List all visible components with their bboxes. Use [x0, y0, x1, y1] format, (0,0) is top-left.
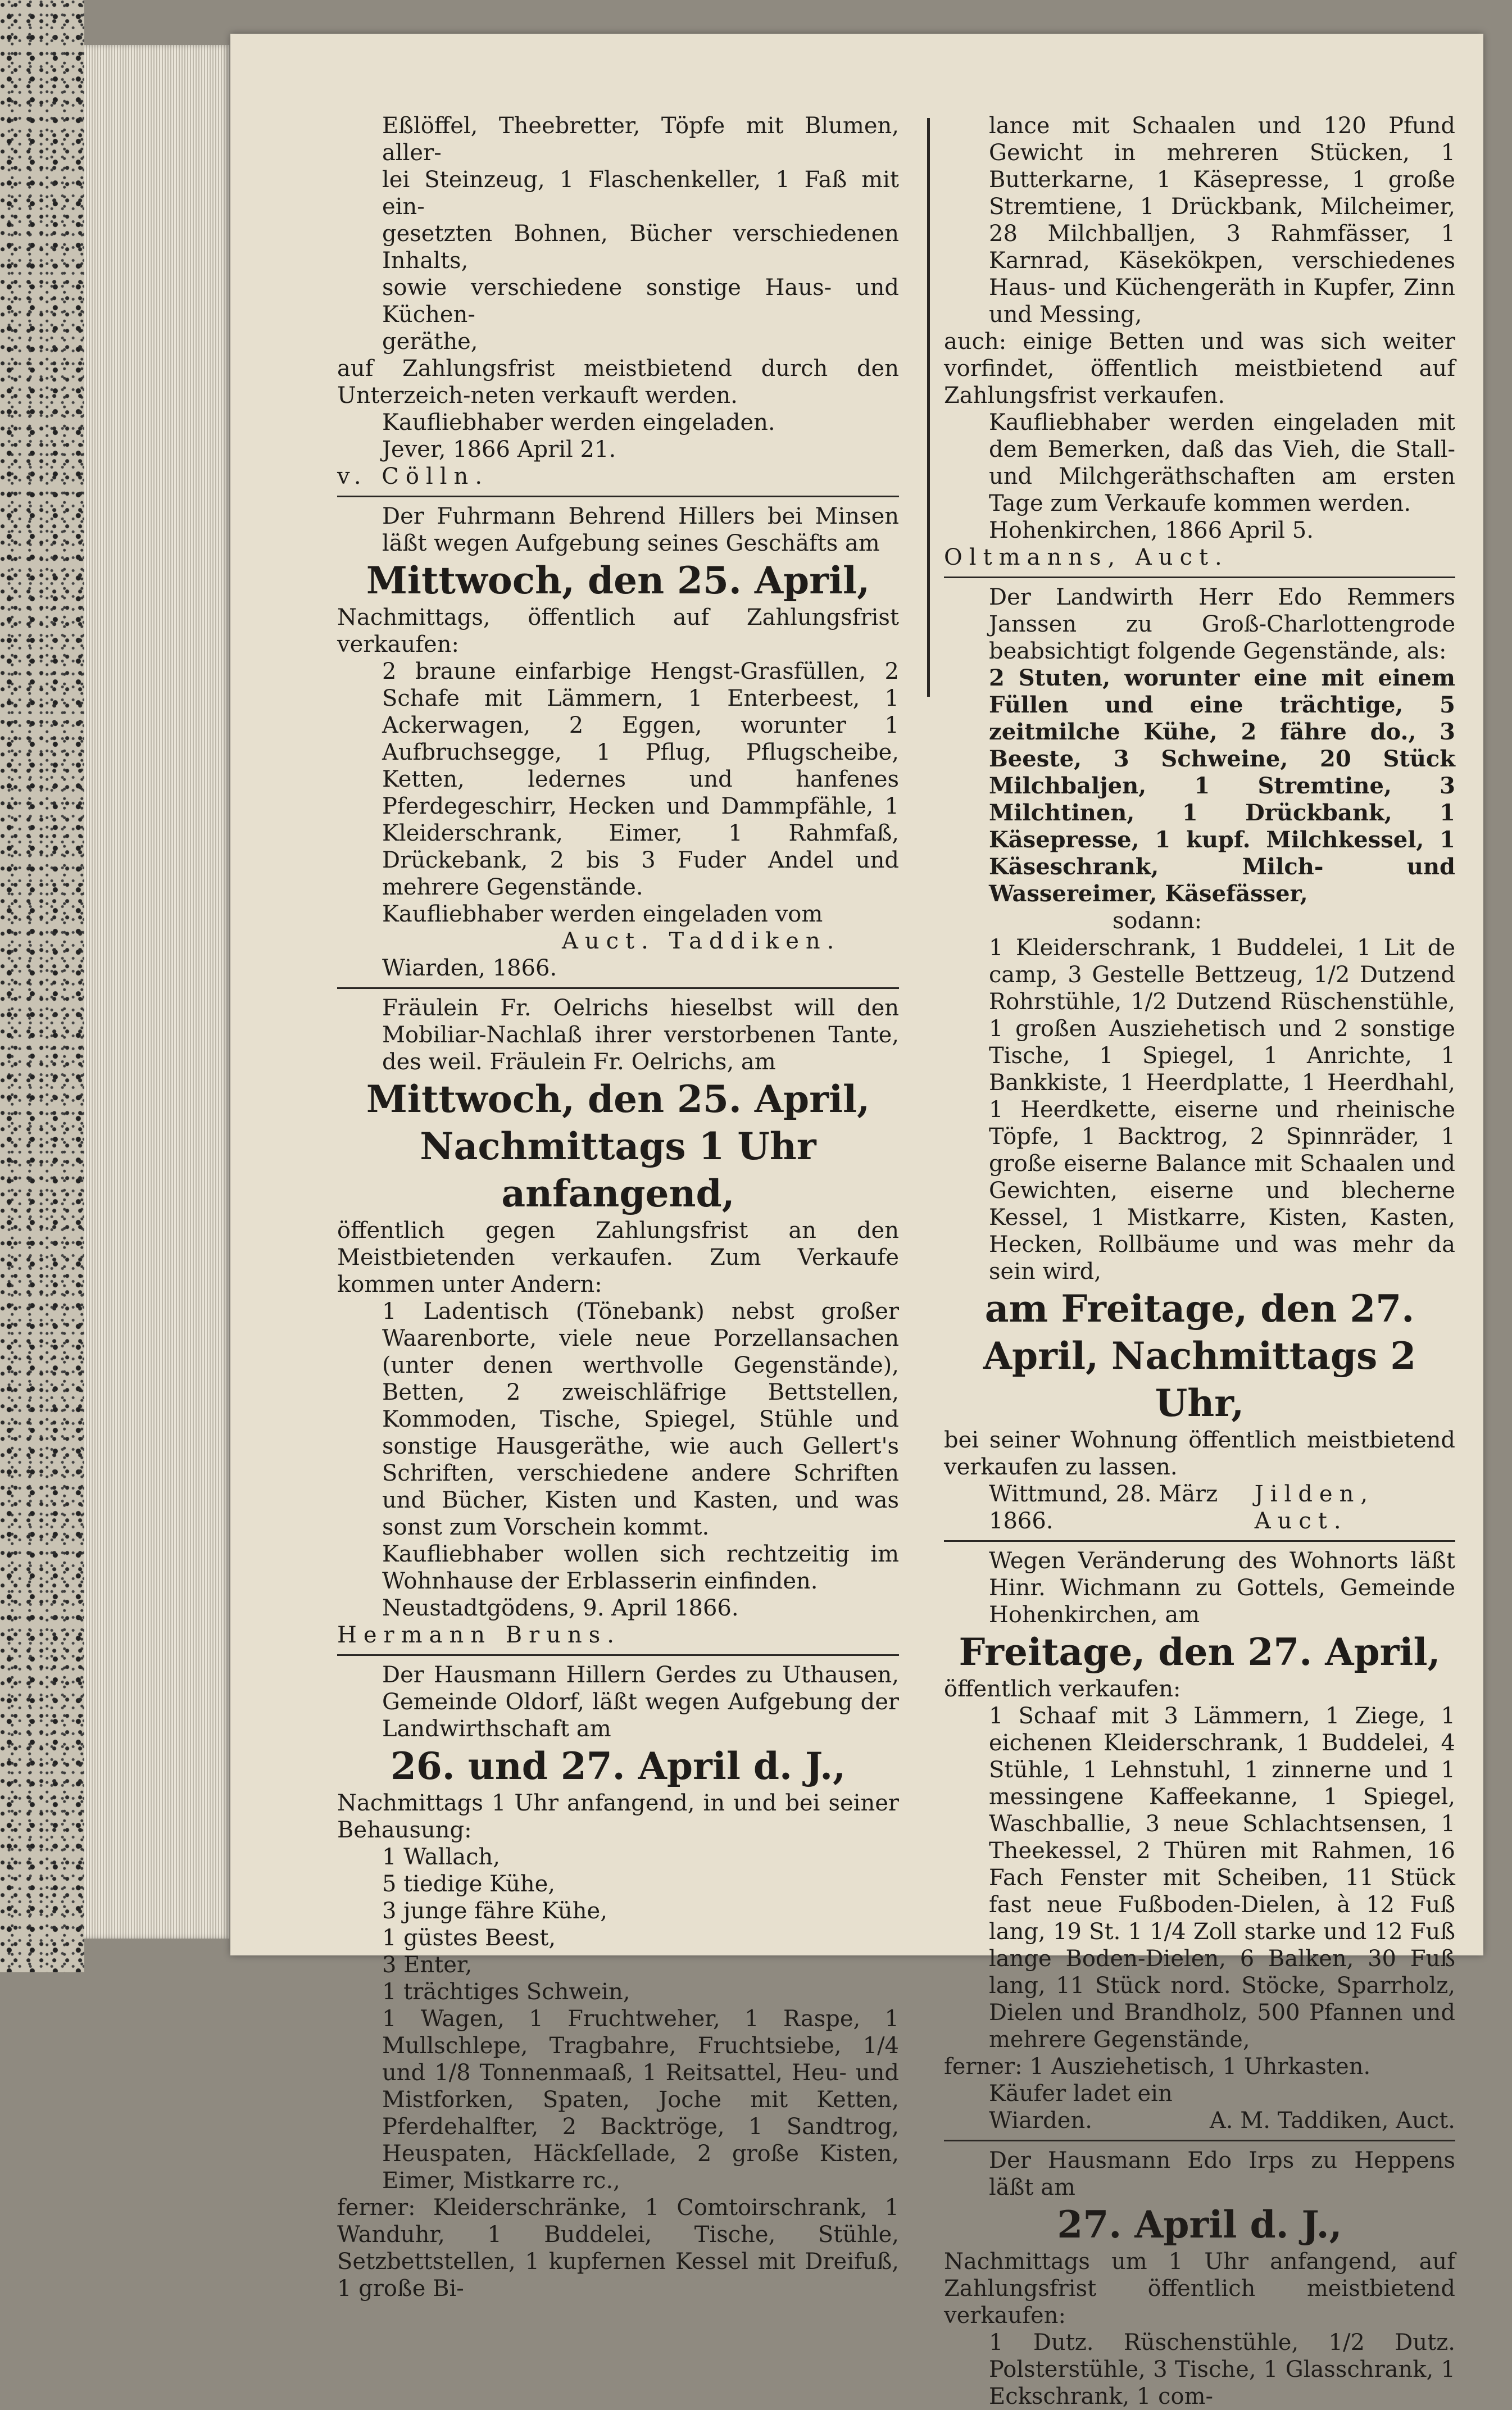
list-item: 5 tiedige Kühe,	[382, 1871, 556, 1897]
notice-heading: Mittwoch, den 25. April,	[366, 559, 870, 602]
notice-text-line: Eßlöffel, Theebretter, Töpfe mit Blumen, aller-	[382, 113, 899, 166]
notice-invite: Kaufliebhaber werden eingeladen.	[382, 410, 775, 435]
notice-heading: Mittwoch, den 25. April, Nachmittags 1 Uhr anfangend,	[366, 1077, 870, 1215]
notice-text-line: lei Steinzeug, 1 Flaschenkeller, 1 Faß mit ein-	[382, 167, 899, 220]
notice-heading: 26. und 27. April d. J.,	[390, 1744, 846, 1788]
notice-items: 2 Stuten, worunter eine mit einem Füllen und eine trächtige, 5 zeitmilche Kühe, 2 fähre do., 3 Beeste, 3 Schweine, 20 Stück Milchbaljen, 1 Stremtine, 3 Milchtinen, 1 Drückbank, 1 Käsepresse, 1 kupf. Milchkessel, 1 Käseschrank, Milch- und Wassereimer, Käsefässer,	[989, 665, 1455, 907]
notice-items: 1 Schaaf mit 3 Lämmern, 1 Ziege, 1 eichenen Kleiderschrank, 1 Buddelei, 4 Stühle, 1 Lehnstuhl, 1 zinnerne und 1 messingene Kaffeekanne, 1 Spiegel, Waschballie, 3 neue Schlachtsensen, 1 Theekessel, 2 Thüren mit Rahmen, 16 Fach Fenster mit Scheiben, 11 Stück fast neue Fußboden-Dielen, à 12 Fuß lang, 19 St. 1 1/4 Zoll starke und 12 Fuß lange Boden-Dielen, 6 Balken, 30 Fuß lang, 11 Stück nord. Stöcke, Sparrholz, Dielen und Brandholz, 500 Pfannen und mehrere Gegenstände,	[989, 1703, 1455, 2053]
list-item: 1 Wallach,	[382, 1844, 500, 1870]
notice-heading: 27. April d. J.,	[1057, 2203, 1342, 2246]
notice-sodann: sodann:	[1113, 908, 1202, 934]
notice-intro: Der Fuhrmann Behrend Hillers bei Minsen läßt wegen Aufgebung seines Geschäfts am	[382, 503, 899, 556]
notice-signature: Jilden, Auct.	[1254, 1481, 1375, 1534]
notice-terms: auf Zahlungsfrist meistbietend durch den Unterzeich-neten verkauft werden.	[337, 356, 899, 409]
notice-janssen	[944, 584, 1455, 1535]
notice-signature: Auct. Taddiken.	[562, 928, 841, 954]
notice-signature: Hermann Bruns.	[337, 1622, 621, 1648]
notice-sale-terms: öffentlich gegen Zahlungsfrist an den Meistbietenden verkaufen. Zum Verkaufe kommen unter Andern:	[337, 1218, 899, 1297]
list-item: 1 trächtiges Schwein,	[382, 1979, 630, 2005]
notice-invite: Kaufliebhaber werden eingeladen vom	[382, 901, 823, 927]
notice-items: 1 Dutz. Rüschenstühle, 1/2 Dutz. Polsterstühle, 3 Tische, 1 Glasschrank, 1 Eckschrank, 1 com-	[989, 2330, 1455, 2409]
notice-auch: auch: einige Betten und was sich weiter vorfindet, öffentlich meistbietend auf Zahlungsfrist verkaufen.	[944, 329, 1455, 409]
notice-items: 1 Ladentisch (Tönebank) nebst großer Waarenborte, viele neue Porzellansachen (unter denen werthvolle Gegenstände), Betten, 2 zweischläfrige Bettstellen, Kommoden, Tische, Spiegel, Stühle und sonstige Hausgeräthe, wie auch Gellert's Schriften, verschiedene andere Schriften und Bücher, Kisten und Kasten, und was sonst zum Vorschein kommt.	[382, 1299, 899, 1540]
notice-ferner: ferner: 1 Ausziehetisch, 1 Uhrkasten.	[944, 2054, 1371, 2080]
notice-sale-terms: Nachmittags, öffentlich auf Zahlungsfrist verkaufen:	[337, 605, 899, 657]
book-page-edges	[84, 45, 230, 1939]
section-rule	[944, 2140, 1455, 2141]
notice-ferner: ferner: Kleiderschränke, 1 Comtoirschrank, 1 Wanduhr, 1 Buddelei, Tische, Stühle, Setzbettstellen, 1 kupfernen Kessel mit Dreifuß, 1 große Bi-	[337, 2195, 899, 2302]
list-item: 3 junge fähre Kühe,	[382, 1898, 607, 1924]
notice-signature: v. Cölln.	[337, 464, 489, 489]
scanner-background	[0, 0, 84, 1972]
notice-irps	[944, 2147, 1455, 2410]
notice-footer	[944, 1481, 1455, 1535]
list-item: 1 güstes Beest,	[382, 1925, 556, 1951]
notice-sale-terms: bei seiner Wohnung öffentlich meistbietend verkaufen zu lassen.	[944, 1427, 1455, 1480]
section-rule	[337, 496, 899, 497]
section-rule	[337, 1654, 899, 1656]
notice-gerdes	[337, 1662, 899, 2302]
notice-intro: Fräulein Fr. Oelrichs hieselbst will den Mobiliar-Nachlaß ihrer verstorbenen Tante, des weil. Fräulein Fr. Oelrichs, am	[382, 995, 899, 1075]
notice-oelrichs	[337, 995, 899, 1649]
notice-intro: Der Hausmann Edo Irps zu Heppens läßt am	[989, 2148, 1455, 2200]
notice-invite: Kaufliebhaber werden eingeladen mit dem Bemerken, daß das Vieh, die Stall- und Milchgeräthschaften am ersten Tage zum Verkaufe kommen werden.	[989, 410, 1455, 516]
notice-intro: Der Landwirth Herr Edo Remmers Janssen zu Groß-Charlottengrode beabsichtigt folgende Gegenstände, als:	[989, 584, 1455, 664]
notice-footer	[944, 2107, 1455, 2134]
notice-items: 2 braune einfarbige Hengst-Grasfüllen, 2 Schafe mit Lämmern, 1 Enterbeest, 1 Ackerwagen, 2 Eggen, worunter 1 Aufbruchsegge, 1 Pflug, Pflugscheibe, Ketten, ledernes und hanfenes Pferdegeschirr, Hecken und Dammpfähle, 1 Kleiderschrank, Eimer, 1 Rahmfaß, Drückebank, 2 bis 3 Fuder Andel und mehrere Gegenstände.	[382, 659, 899, 900]
list-item: 3 Enter,	[382, 1952, 473, 1978]
notice-heading: Freitage, den 27. April,	[959, 1630, 1441, 1674]
notice-sale-terms: Nachmittags 1 Uhr anfangend, in und bei seiner Behausung:	[337, 1790, 899, 1843]
notice-date: Hohenkirchen, 1866 April 5.	[989, 518, 1314, 543]
notice-intro: Wegen Veränderung des Wohnorts läßt Hinr. Wichmann zu Gottels, Gemeinde Hohenkirchen, am	[989, 1548, 1455, 1628]
column-divider	[927, 118, 930, 697]
notice-sale-terms: öffentlich verkaufen:	[944, 1676, 1181, 1702]
notice-heading: am Freitage, den 27. April, Nachmittags 2 Uhr,	[983, 1287, 1416, 1425]
right-column	[944, 112, 1455, 2410]
notice-place: Wiarden.	[989, 2108, 1092, 2134]
notice-intro: Der Hausmann Hillern Gerdes zu Uthausen, Gemeinde Oldorf, läßt wegen Aufgebung der Landwirthschaft am	[382, 1662, 899, 1742]
newspaper-page	[230, 34, 1483, 2409]
notice-signature: A. M. Taddiken, Auct.	[1209, 2108, 1455, 2134]
section-rule	[944, 1540, 1455, 1542]
notice-date: Neustadtgödens, 9. April 1866.	[382, 1595, 739, 1621]
left-column	[337, 112, 899, 2302]
notice-date: Wiarden, 1866.	[382, 955, 557, 981]
notice-items: lance mit Schaalen und 120 Pfund Gewicht in mehreren Stücken, 1 Butterkarne, 1 Käsepresse, 1 große Stremtiene, 1 Drückbank, Milcheimer, 28 Milchballjen, 3 Rahmfässer, 1 Karnrad, Käsekökpen, verschiedenes Haus- und Küchengeräth in Kupfer, Zinn und Messing,	[989, 113, 1455, 328]
notice-date: Jever, 1866 April 21.	[382, 437, 616, 462]
section-rule	[944, 577, 1455, 578]
notice-hillers	[337, 503, 899, 982]
notice-signature: Oltmanns, Auct.	[944, 544, 1229, 570]
notice-text-line: gesetzten Bohnen, Bücher verschiedenen Inhalts,	[382, 221, 899, 274]
notice-items: 1 Wagen, 1 Fruchtweher, 1 Raspe, 1 Mullschlepe, Tragbahre, Fruchtsiebe, 1/4 und 1/8 Tonnenmaaß, 1 Reitsattel, Heu- und Mistforken, Spaten, Joche mit Ketten, Pferdehalfter, 2 Backtröge, 1 Sandtrog, Heuspaten, Häckſellade, 2 große Kisten, Eimer, Mistkarre rc.,	[382, 2006, 899, 2194]
notice-sale-terms: Nachmittags um 1 Uhr anfangend, auf Zahlungsfrist öffentlich meistbietend verkaufen:	[944, 2249, 1455, 2329]
notice-coelln	[337, 112, 899, 490]
notice-oltmanns	[944, 112, 1455, 571]
notice-date: Wittmund, 28. März 1866.	[989, 1481, 1218, 1534]
section-rule	[337, 987, 899, 989]
notice-invite: Käufer ladet ein	[989, 2081, 1173, 2107]
notice-wichmann	[944, 1547, 1455, 2134]
notice-invite: Kaufliebhaber wollen sich rechtzeitig im Wohnhause der Erblasserin einfinden.	[382, 1541, 899, 1594]
notice-text-line: sowie verschiedene sonstige Haus- und Küchen-	[382, 275, 899, 328]
notice-items: 1 Kleiderschrank, 1 Buddelei, 1 Lit de camp, 3 Gestelle Bettzeug, 1/2 Dutzend Rohrstühle, 1/2 Dutzend Rüschenstühle, 1 großen Ausziehetisch und 2 sonstige Tische, 1 Spiegel, 1 Anrichte, 1 Bankkiste, 1 Heerdplatte, 1 Heerdhahl, 1 Heerdkette, eiserne und rheinische Töpfe, 1 Backtrog, 2 Spinnräder, 1 große eiserne Balance mit Schaalen und Gewichten, eiserne und blecherne Kessel, 1 Mistkarre, Kisten, Kasten, Hecken, Rollbäume und was mehr da sein wird,	[989, 935, 1455, 1285]
notice-text-line: geräthe,	[382, 329, 478, 355]
